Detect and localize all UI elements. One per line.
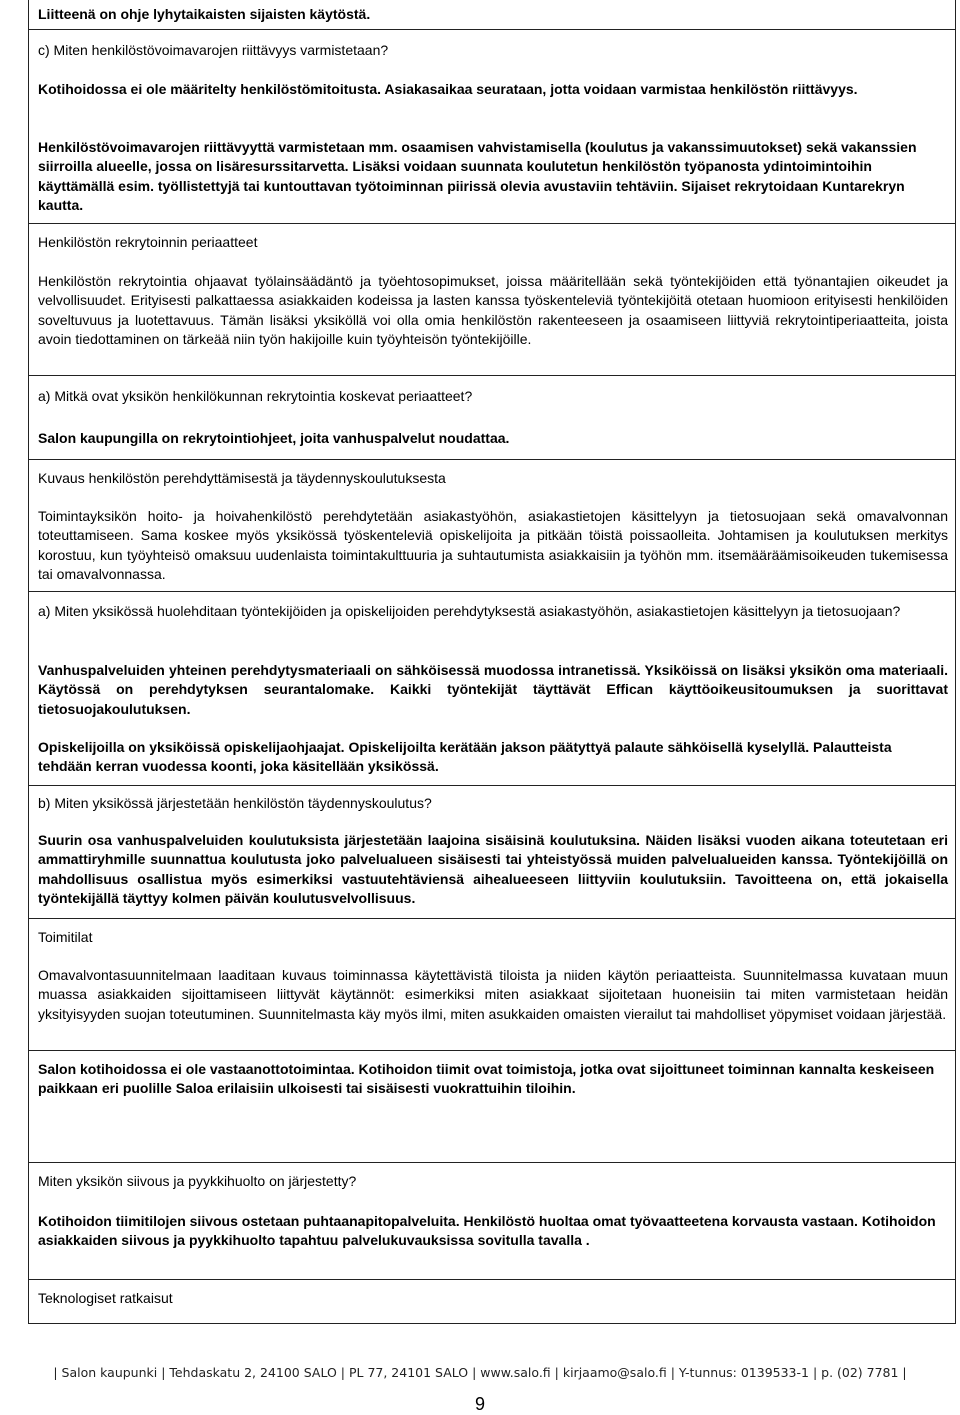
- recruitment-question-a: a) Mitkä ovat yksikön henkilökunnan rekrytointia koskevat periaatteet?: [38, 388, 473, 404]
- row-divider: [29, 918, 955, 919]
- technology-heading: Teknologiset ratkaisut: [38, 1290, 173, 1306]
- recruitment-answer: Salon kaupungilla on rekrytointiohjeet, joita vanhuspalvelut noudattaa.: [38, 430, 510, 446]
- row-divider: [29, 1050, 955, 1051]
- orientation-heading: Kuvaus henkilöstön perehdyttämisestä ja täydennyskoulutuksesta: [38, 470, 446, 486]
- row-divider: [29, 1162, 955, 1163]
- row-divider: [29, 459, 955, 460]
- recruitment-body: Henkilöstön rekrytointia ohjaavat työlainsäädäntö ja työehtosopimukset, joissa määritellään sekä työntekijöiden että työnantajien oikeudet ja velvollisuudet. Erityisesti palkattaessa asiakkaiden kodeissa ja lasten kanssa työskenteleviä työntekijöitä otetaan huomioon erityisesti henkilöiden soveltuvuus ja luotettavuus. Tämän lisäksi yksiköllä voi olla omia henkilöstön rakenteeseen ja osaamiseen liittyviä rekrytointiperiaatteita, joista avoin tiedottaminen on tärkeää niin työn hakijoille kuin työyhteisön työntekijöille.: [38, 273, 948, 347]
- cleaning-answer: Kotihoidon tiimitilojen siivous ostetaan puhtaanapitopalveluita. Henkilöstö huoltaa omat työvaatteetena korvausta vastaan. Kotihoidon asiakkaiden siivous ja pyykkihuolto tapahtuu palvelukuvauksissa sovitulla tavalla .: [38, 1213, 936, 1249]
- premises-body: Omavalvontasuunnitelmaan laaditaan kuvaus toiminnassa käytettävistä tiloista ja niiden käytön periaatteista. Suunnitelmassa kuvataan muun muassa asiakkaiden sijoittamiseen liittyvät käytännöt: esimerkiksi miten asiakkaat sijoitetaan huoneisiin tai miten varmistetaan heidän yksityisyyden suojan toteutuminen. Suunnitelmasta käy myös ilmi, miten asukkaiden omaisten vierailut tai mahdolliset yöpymiset voidaan järjestää.: [38, 967, 948, 1022]
- training-answer-b: Suurin osa vanhuspalveluiden koulutuksista järjestetään laajoina sisäisinä koulutuksina. Näiden lisäksi vuoden aikana toteutetaan eri ammattiryhmille suunnattua koulutusta joko palvelualueen sisäisesti tai yhteistyössä muiden palvelualueiden kanssa. Työntekijöillä on mahdollisuus osallistua myös esimerkiksi vastuutehtäviensä aihealueeseen liittyviin koulutuksiin. Tavoitteena on, että jokaisella työntekijällä täyttyy kolmen päivän koulutusvelvollisuus.: [38, 832, 948, 906]
- orientation-answer-a1: Vanhuspalveluiden yhteinen perehdytysmateriaali on sähköisessä muodossa intranetissä. Yksiköissä on lisäksi yksikön oma materiaali. Käytössä on perehdytyksen seurantalomake. Kaikki työntekijät täyttävät Effican käyttöoikeusitoumuksen ja suorittavat tietosuojakoulutuksen.: [38, 662, 948, 717]
- row-divider: [29, 591, 955, 592]
- premises-answer: Salon kotihoidossa ei ole vastaanottotoimintaa. Kotihoidon tiimit ovat toimistoja, jotka ovat sijoittuneet toiminnan kannalta keskeiseen paikkaan eri puolille Saloa erilaisiin ulkoisesti tai sisäisesti vuokrattuihin tiloihin.: [38, 1061, 935, 1097]
- orientation-body: Toimintayksikön hoito- ja hoivahenkilöstö perehdytetään asiakastyöhön, asiakastietojen käsittelyyn ja tietosuojaan sekä omavalvonnan toteuttamiseen. Sama koskee myös yksikössä työskenteleviä opiskelijoita ja pitkään töistä poissaolleita. Johtamisen ja koulutuksen merkitys korostuu, kun työyhteisö omaksuu uudenlaista toimintakulttuuria ja suhtautumista asiakkaisiin ja työhön mm. itsemääräämisoikeuden tukemisessa tai omavalvonnassa.: [38, 508, 948, 582]
- recruitment-heading: Henkilöstön rekrytoinnin periaatteet: [38, 234, 258, 250]
- question-c: c) Miten henkilöstövoimavarojen riittävyys varmistetaan?: [38, 42, 389, 58]
- row-divider: [29, 375, 955, 376]
- page-number: 9: [474, 1394, 485, 1414]
- row-divider: [29, 223, 955, 224]
- answer-staffing-1: Kotihoidossa ei ole määritelty henkilöstömitoitusta. Asiakasaikaa seurataan, jotta voidaan varmistaa henkilöstön riittävyys.: [38, 81, 858, 97]
- answer-staffing-2: Henkilöstövoimavarojen riittävyyttä varmistetaan mm. osaamisen vahvistamisella (koulutus ja vakanssimuutokset) sekä vakanssien siirroilla alueelle, jossa on lisäresurssitarvetta. Lisäksi voidaan suunnata koulutetun henkilöstön työpanosta ydintoimintoihin käyttämällä esim. työllistettyjä tai kuntouttavan työtoiminnan piirissä olevia avustaviin tehtäviin. Sijaiset rekrytoidaan Kuntarekryn kautta.: [38, 139, 917, 213]
- row-divider: [29, 1279, 955, 1280]
- premises-heading: Toimitilat: [38, 929, 93, 945]
- orientation-answer-a2: Opiskelijoilla on yksiköissä opiskelijaohjaajat. Opiskelijoilta kerätään jakson päätyttyä palaute sähköisellä kyselyllä. Palautteista tehdään kerran vuodessa koonti, joka käsitellään yksikössä.: [38, 739, 892, 775]
- section1-lead: Liitteenä on ohje lyhytaikaisten sijaisten käytöstä.: [38, 6, 371, 22]
- page-footer: | Salon kaupunki | Tehdaskatu 2, 24100 SALO | PL 77, 24101 SALO | www.salo.fi | kirjaamo@salo.fi | Y-tunnus: 0139533-1 | p. (02) 7781 |: [53, 1365, 907, 1380]
- row-divider: [29, 29, 955, 30]
- row-divider: [29, 785, 955, 786]
- training-question-b: b) Miten yksikössä järjestetään henkilöstön täydennyskoulutus?: [38, 795, 432, 811]
- orientation-question-a: a) Miten yksikössä huolehditaan työntekijöiden ja opiskelijoiden perehdytyksestä asiakastyöhön, asiakastietojen käsittelyyn ja tietosuojaan?: [38, 603, 901, 619]
- cleaning-question: Miten yksikön siivous ja pyykkihuolto on järjestetty?: [38, 1173, 357, 1189]
- document-table: [28, 0, 956, 1324]
